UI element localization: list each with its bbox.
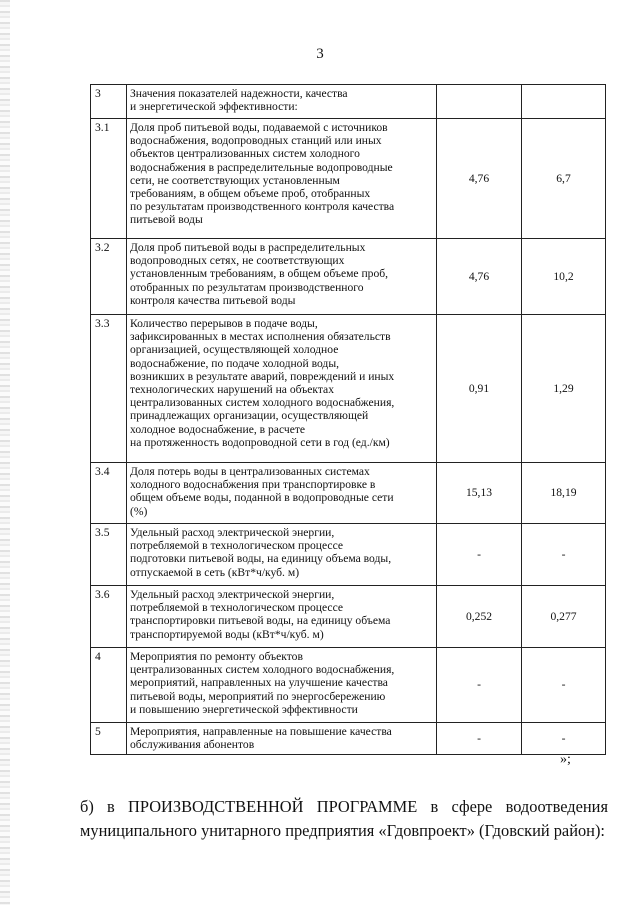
row-description: Количество перерывов в подаче воды, зафиксированных в местах исполнения обязательств организацией, осуществляющей холодное водоснабжение, по подаче холодной воды, возникших в результате аварий, повреждений и иных технологических нарушений на объектах централизованных систем холодного водоснабжения, принадлежащих организации, осуществляющей холодное водоснабжение, в расчете на протяженность водопроводной сети в год (ед./км) (127, 315, 437, 463)
row-value-2: - (522, 524, 606, 586)
row-value-2: 0,277 (522, 586, 606, 648)
row-value-2 (522, 85, 606, 119)
row-value-2: 10,2 (522, 239, 606, 315)
row-number: 5 (91, 723, 127, 755)
row-value-2: 18,19 (522, 463, 606, 524)
row-number: 3.2 (91, 239, 127, 315)
table-row-3-1 (91, 119, 606, 239)
row-description: Удельный расход электрической энергии, потребляемой в технологическом процессе подготовки питьевой воды, на единицу объема воды, отпускаемой в сеть (кВт*ч/куб. м) (127, 524, 437, 586)
row-description: Мероприятия, направленные на повышение качества обслуживания абонентов (127, 723, 437, 755)
row-number: 4 (91, 648, 127, 723)
scan-edge (0, 0, 10, 905)
row-description: Доля проб питьевой воды, подаваемой с источников водоснабжения, водопроводных станций или иных объектов централизованных систем холодного водоснабжения в распределительные водопроводные сети, не соответствующих установленным требованиям, в общем объеме проб, отобранных по результатам производственного контроля качества питьевой воды (127, 119, 437, 239)
row-value-2: 6,7 (522, 119, 606, 239)
page-number: 3 (316, 46, 324, 62)
body-paragraph: б) в ПРОИЗВОДСТВЕННОЙ ПРОГРАММЕ в сфере водоотведения муниципального унитарного предприятия «Гдовпроект» (Гдовский район): (80, 797, 608, 840)
table-row-3 (91, 85, 606, 119)
row-value-1: 4,76 (437, 119, 522, 239)
row-value-1 (437, 85, 522, 119)
row-value-1: 0,91 (437, 315, 522, 463)
table-row-3-5 (91, 524, 606, 586)
table-row-3-6 (91, 586, 606, 648)
row-description: Значения показателей надежности, качества и энергетической эффективности: (127, 85, 437, 119)
row-value-2: - (522, 723, 606, 755)
row-description: Мероприятия по ремонту объектов централизованных систем холодного водоснабжения, мероприятий, направленных на улучшение качества питьевой воды, мероприятий по энергосбережению и повышению энергетической эффективности (127, 648, 437, 723)
row-number: 3.5 (91, 524, 127, 586)
row-number: 3.3 (91, 315, 127, 463)
indicators-table (90, 84, 606, 755)
row-value-1: 4,76 (437, 239, 522, 315)
row-description: Доля проб питьевой воды в распределительных водопроводных сетях, не соответствующих установленным требованиям, в общем объеме проб, отобранных по результатам производственного контроля качества питьевой воды (127, 239, 437, 315)
row-number: 3 (91, 85, 127, 119)
row-value-1: 0,252 (437, 586, 522, 648)
row-value-1: - (437, 723, 522, 755)
closing-quote-mark: »; (560, 752, 571, 767)
table-row-3-2 (91, 239, 606, 315)
row-number: 3.6 (91, 586, 127, 648)
row-number: 3.1 (91, 119, 127, 239)
row-value-1: - (437, 648, 522, 723)
row-number: 3.4 (91, 463, 127, 524)
row-description: Удельный расход электрической энергии, потребляемой в технологическом процессе транспортировки питьевой воды, на единицу объема транспортируемой воды (кВт*ч/куб. м) (127, 586, 437, 648)
row-value-2: - (522, 648, 606, 723)
row-value-1: - (437, 524, 522, 586)
row-value-2: 1,29 (522, 315, 606, 463)
table-row-3-3 (91, 315, 606, 463)
table-row-3-4 (91, 463, 606, 524)
table-row-5 (91, 723, 606, 755)
row-value-1: 15,13 (437, 463, 522, 524)
row-description: Доля потерь воды в централизованных системах холодного водоснабжения при транспортировке в общем объеме воды, поданной в водопроводные сети (%) (127, 463, 437, 524)
table-row-4 (91, 648, 606, 723)
